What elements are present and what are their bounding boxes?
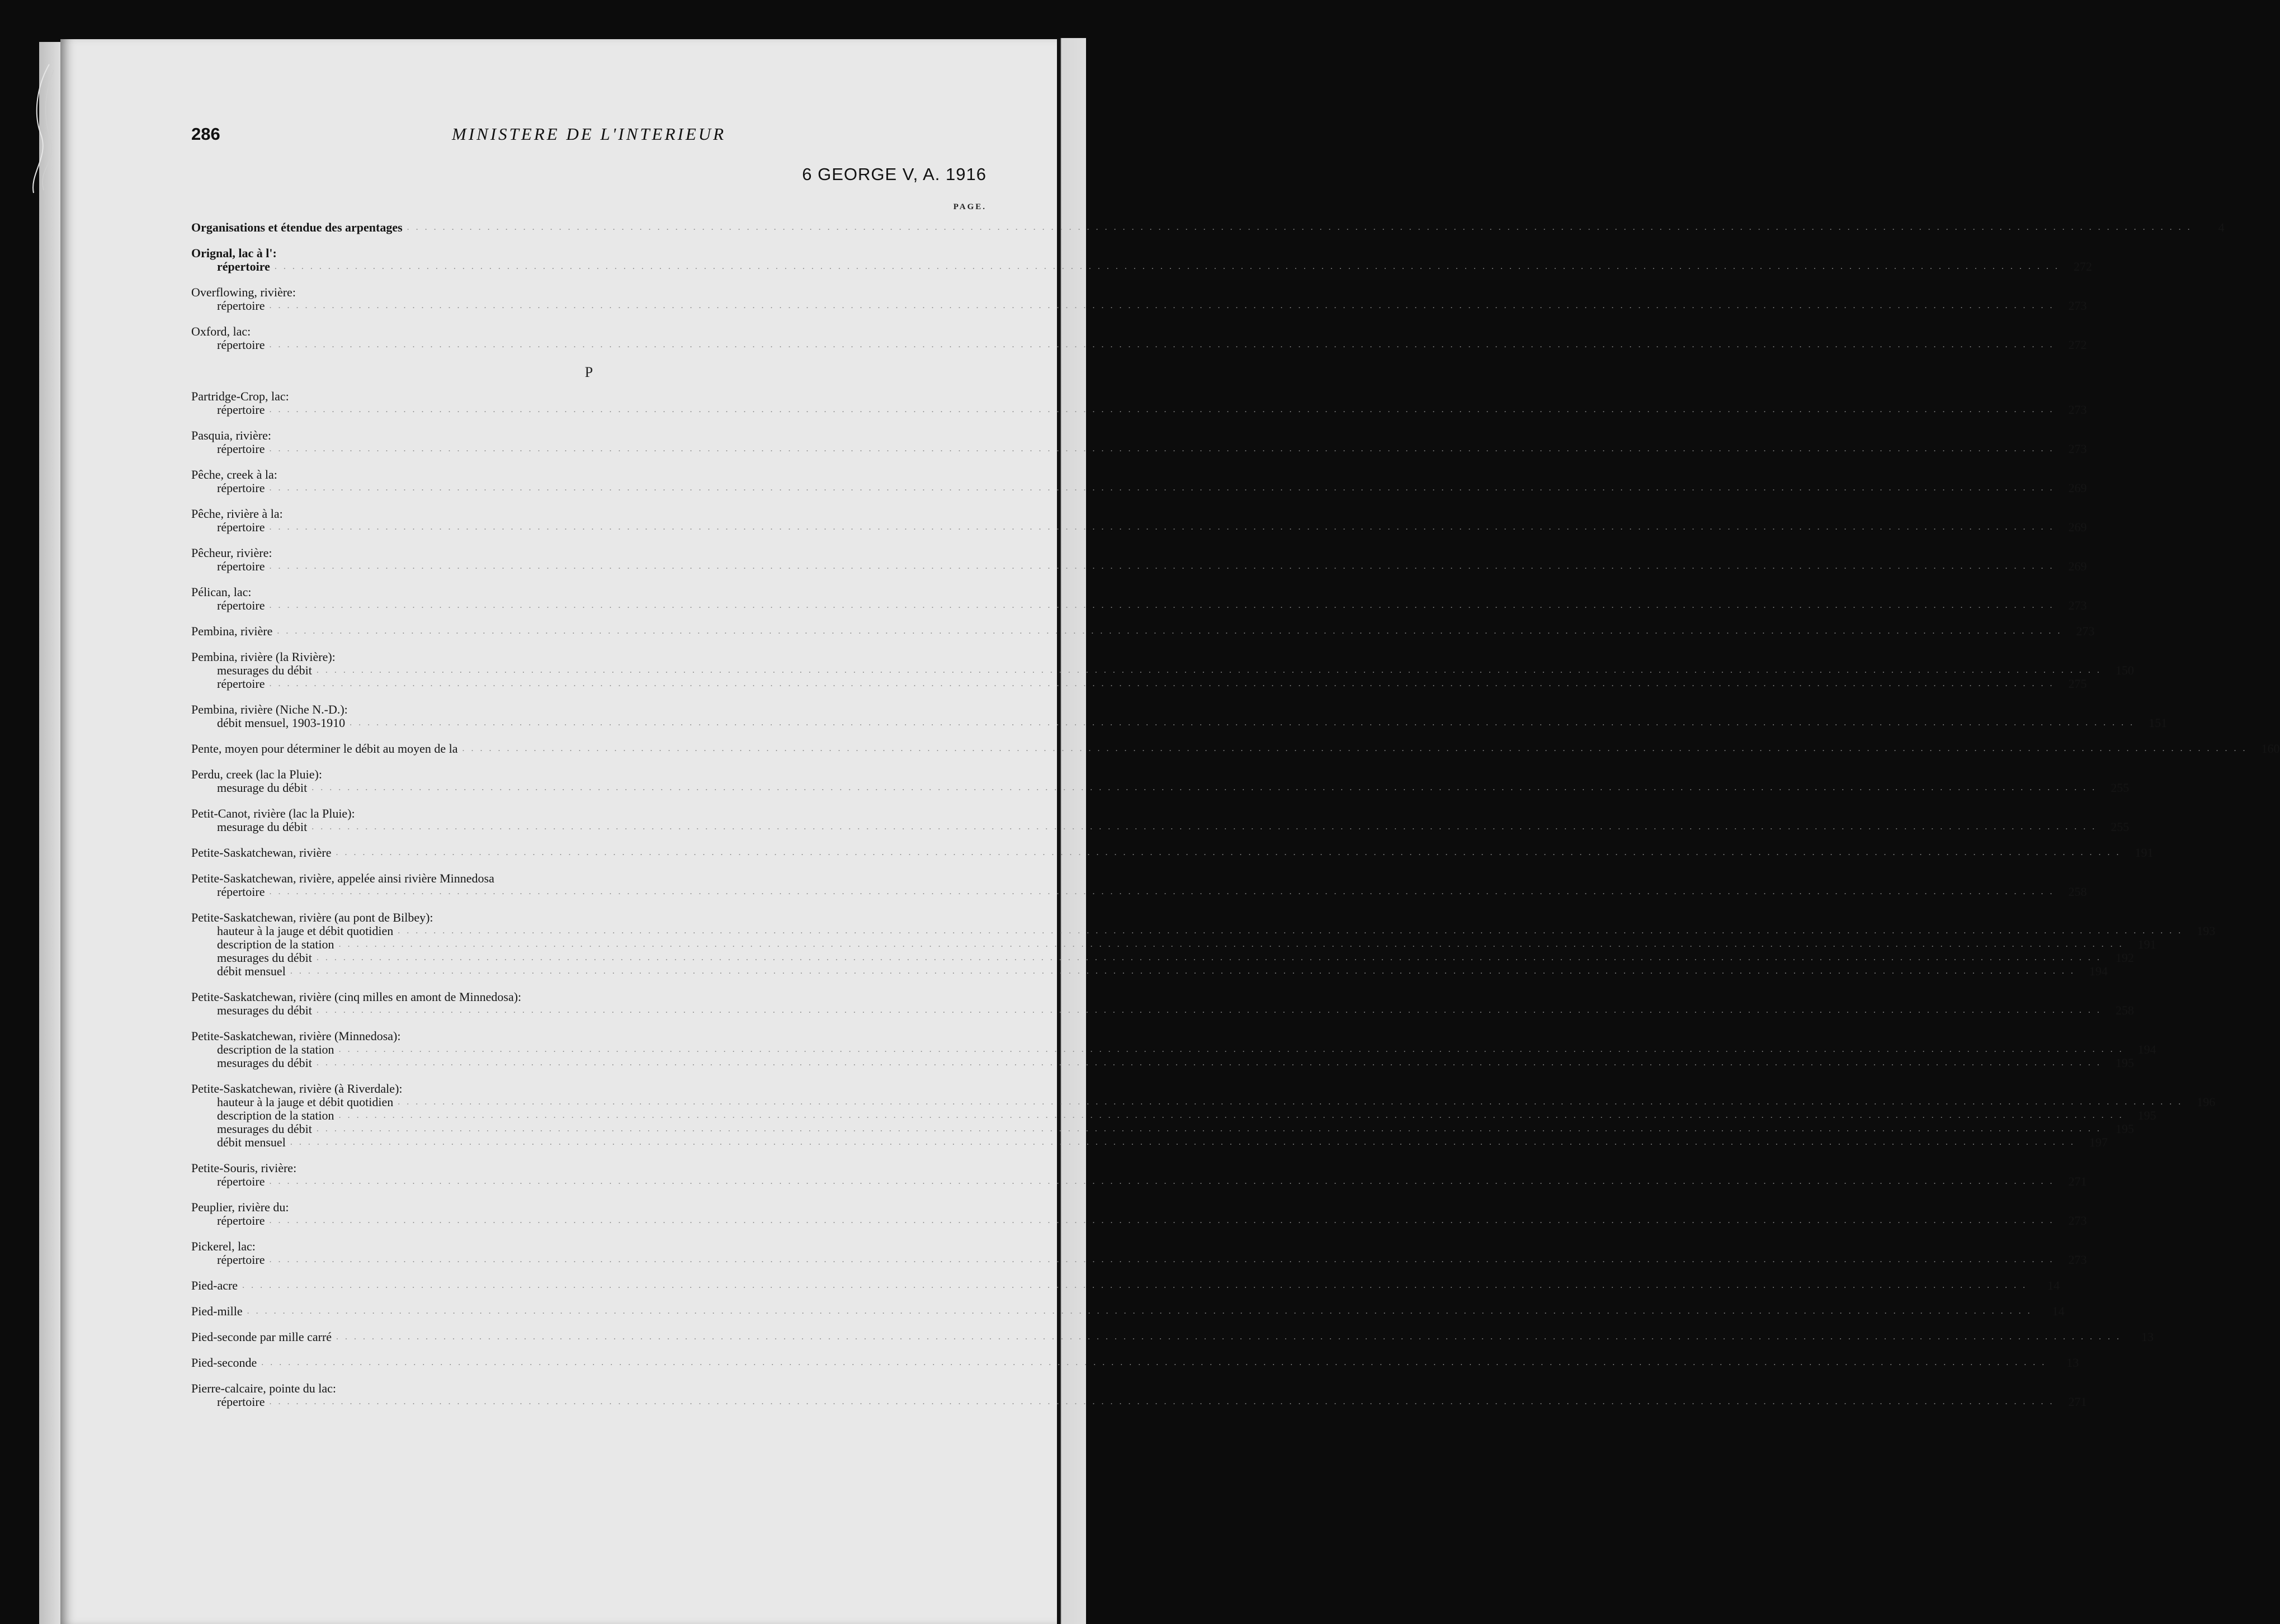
heading-label: Pêcheur, rivière: (191, 546, 272, 560)
dot-leader: . . . . . . . . . . . . . . . . . . . . . . . . . . . . . . . . . . . . . . . . . . . . . . . . . . . . . . . . . . . . . . . . . . . . . . . . . . . . . . . . . . . . . . . . . . . . . . . . . . . . . . . . . . . . . . . . . . . . . . . . . . . . . . . . . . . . . . . . . . . . . . . . . . . . . . . . . . . . . . . . . . . . . . . . . . . . . . . . . . . . . . . . . . . . . . . . . . . . . . . . (269, 1216, 2055, 1225)
heading-label: Pickerel, lac: (191, 1239, 256, 1253)
page-reference: 150 (2115, 663, 2134, 677)
index-heading (191, 911, 986, 924)
subentry-label: description de la station (217, 1108, 334, 1122)
page-reference: 14 (2052, 1304, 2065, 1318)
heading-label: Pembina, rivière (la Rivière): (191, 650, 336, 664)
subentry-label: mesurages du débit (217, 1056, 312, 1070)
index-entries (191, 220, 2280, 1421)
index-subentry (191, 663, 2134, 677)
index-entry (191, 428, 2087, 456)
page-reference: 13 (2066, 1356, 2079, 1370)
heading-label: Pente, moyen pour déterminer le débit au moyen de la (191, 742, 458, 756)
page-reference: 272 (2073, 259, 2092, 273)
index-heading (191, 1330, 2154, 1344)
dot-leader: . . . . . . . . . . . . . . . . . . . . . . . . . . . . . . . . . . . . . . . . . . . . . . . . . . . . . . . . . . . . . . . . . . . . . . . . . . . . . . . . . . . . . . . . . . . . . . . . . . . . . . . . . . . . . . . . . . . . . . . . . . . . . . . . . . . . . . . . . . . . . . . . . . . . . . . . . . . . . . . . . . . . . . . . . . . . . . . . . . . . . . . . . . . . . . . . . . . . . . . . (290, 966, 2075, 976)
dot-leader: . . . . . . . . . . . . . . . . . . . . . . . . . . . . . . . . . . . . . . . . . . . . . . . . . . . . . . . . . . . . . . . . . . . . . . . . . . . . . . . . . . . . . . . . . . . . . . . . . . . . . . . . . . . . . . . . . . . . . . . . . . . . . . . . . . . . . . . . . . . . . . . . . . . . . . . . . . . . . . . . . . . . . . . . . . . . . . . . . . . . . . . . . . . . . . . . . . . . . . . . (311, 822, 2097, 832)
dot-leader: . . . . . . . . . . . . . . . . . . . . . . . . . . . . . . . . . . . . . . . . . . . . . . . . . . . . . . . . . . . . . . . . . . . . . . . . . . . . . . . . . . . . . . . . . . . . . . . . . . . . . . . . . . . . . . . . . . . . . . . . . . . . . . . . . . . . . . . . . . . . . . . . . . . . . . . . . . . . . . . . . . . . . . . . . . . . . . . . . . . . . . . . . . . . . . . . . . . . . . . . (316, 1058, 2102, 1068)
index-heading (191, 703, 986, 716)
page-reference: 273 (2068, 598, 2087, 612)
dot-leader: . . . . . . . . . . . . . . . . . . . . . . . . . . . . . . . . . . . . . . . . . . . . . . . . . . . . . . . . . . . . . . . . . . . . . . . . . . . . . . . . . . . . . . . . . . . . . . . . . . . . . . . . . . . . . . . . . . . . . . . . . . . . . . . . . . . . . . . . . . . . . . . . . . . . . . . . . . . . . . . . . . . . . . . . . . . . . . . . . . . . . . . . . . . . . . . . . . . . . . . . (338, 1045, 2124, 1054)
heading-label: Petite-Saskatchewan, rivière (cinq milles en amont de Minnedosa): (191, 990, 522, 1004)
page-reference: 191 (2137, 937, 2156, 951)
page-reference: 275 (2068, 677, 2087, 691)
dot-leader: . . . . . . . . . . . . . . . . . . . . . . . . . . . . . . . . . . . . . . . . . . . . . . . . . . . . . . . . . . . . . . . . . . . . . . . . . . . . . . . . . . . . . . . . . . . . . . . . . . . . . . . . . . . . . . . . . . . . . . . . . . . . . . . . . . . . . . . . . . . . . . . . . . . . . . . . . . . . . . . . . . . . . . . . . . . . . . . . . . . . . . . . . . . . . . . . . . . . . . . . (269, 405, 2055, 414)
index-heading (191, 1382, 986, 1395)
page-column-label: PAGE. (953, 202, 986, 211)
heading-label: Pêche, rivière à la: (191, 507, 283, 521)
index-subentry (191, 924, 2216, 938)
page-reference: 4 (2218, 220, 2225, 234)
heading-label: Perdu, creek (lac la Pluie): (191, 767, 322, 781)
index-subentry (191, 559, 2087, 573)
subentry-label: répertoire (217, 299, 265, 313)
index-heading (191, 1201, 986, 1214)
heading-label: Petite-Souris, rivière: (191, 1161, 297, 1175)
page-reference: 195 (2115, 1122, 2134, 1136)
index-subentry (191, 677, 2087, 691)
subentry-label: répertoire (217, 1214, 265, 1228)
index-heading (191, 846, 2154, 860)
index-subentry (191, 716, 2168, 730)
index-heading (191, 586, 986, 599)
heading-label: Orignal, lac à l': (191, 246, 277, 260)
dot-leader: . . . . . . . . . . . . . . . . . . . . . . . . . . . . . . . . . . . . . . . . . . . . . . . . . . . . . . . . . . . . . . . . . . . . . . . . . . . . . . . . . . . . . . . . . . . . . . . . . . . . . . . . . . . . . . . . . . . . . . . . . . . . . . . . . . . . . . . . . . . . . . . . . . . . . . . . . . . . . . . . . . . . . . . . . . . . . . . . . . . . . . . . . . . . . . . . . . . . . . . . (316, 1005, 2102, 1015)
index-heading (191, 1356, 2079, 1370)
heading-label: Pied-acre (191, 1278, 238, 1292)
subentry-label: mesurages du débit (217, 951, 312, 965)
subentry-label: répertoire (217, 481, 265, 495)
subentry-label: répertoire (217, 677, 265, 691)
index-heading (191, 468, 986, 481)
dot-leader: . . . . . . . . . . . . . . . . . . . . . . . . . . . . . . . . . . . . . . . . . . . . . . . . . . . . . . . . . . . . . . . . . . . . . . . . . . . . . . . . . . . . . . . . . . . . . . . . . . . . . . . . . . . . . . . . . . . . . . . . . . . . . . . . . . . . . . . . . . . . . . . . . . . . . . . . . . . . . . . . . . . . . . . . . . . . . . . . . . . . . . . . . . . . . . . . . . . . . . . . (269, 1397, 2055, 1406)
subentry-label: description de la station (217, 1042, 334, 1056)
page-reference: 273 (2068, 299, 2087, 313)
heading-label: Partridge-Crop, lac: (191, 389, 289, 403)
dot-leader: . . . . . . . . . . . . . . . . . . . . . . . . . . . . . . . . . . . . . . . . . . . . . . . . . . . . . . . . . . . . . . . . . . . . . . . . . . . . . . . . . . . . . . . . . . . . . . . . . . . . . . . . . . . . . . . . . . . . . . . . . . . . . . . . . . . . . . . . . . . . . . . . . . . . . . . . . . . . . . . . . . . . . . . . . . . . . . . . . . . . . . . . . . . . . . . . . . . . . . . . (274, 262, 2060, 271)
page-reference: 269 (2068, 559, 2087, 573)
dot-leader: . . . . . . . . . . . . . . . . . . . . . . . . . . . . . . . . . . . . . . . . . . . . . . . . . . . . . . . . . . . . . . . . . . . . . . . . . . . . . . . . . . . . . . . . . . . . . . . . . . . . . . . . . . . . . . . . . . . . . . . . . . . . . . . . . . . . . . . . . . . . . . . . . . . . . . . . . . . . . . . . . . . . . . . . . . . . . . . . . . . . . . . . . . . . . . . . . . . . . . . . (269, 561, 2055, 571)
index-entry (191, 1278, 2060, 1292)
dot-leader: . . . . . . . . . . . . . . . . . . . . . . . . . . . . . . . . . . . . . . . . . . . . . . . . . . . . . . . . . . . . . . . . . . . . . . . . . . . . . . . . . . . . . . . . . . . . . . . . . . . . . . . . . . . . . . . . . . . . . . . . . . . . . . . . . . . . . . . . . . . . . . . . . . . . . . . . . . . . . . . . . . . . . . . . . . . . . . . . . . . . . . . . . . . . . . . . . . . . . . . . (242, 1281, 2028, 1290)
subentry-label: répertoire (217, 520, 265, 534)
index-entry (191, 389, 2087, 417)
page-reference: 191 (2135, 846, 2154, 860)
index-heading (191, 546, 986, 560)
index-subentry (191, 598, 2087, 612)
dot-leader: . . . . . . . . . . . . . . . . . . . . . . . . . . . . . . . . . . . . . . . . . . . . . . . . . . . . . . . . . . . . . . . . . . . . . . . . . . . . . . . . . . . . . . . . . . . . . . . . . . . . . . . . . . . . . . . . . . . . . . . . . . . . . . . . . . . . . . . . . . . . . . . . . . . . . . . . . . . . . . . . . . . . . . . . . . . . . . . . . . . . . . . . . . . . . . . . . . . . . . . . (277, 626, 2062, 636)
heading-label: Pierre-calcaire, pointe du lac: (191, 1381, 336, 1395)
index-subentry (191, 1108, 2156, 1122)
dot-leader: . . . . . . . . . . . . . . . . . . . . . . . . . . . . . . . . . . . . . . . . . . . . . . . . . . . . . . . . . . . . . . . . . . . . . . . . . . . . . . . . . . . . . . . . . . . . . . . . . . . . . . . . . . . . . . . . . . . . . . . . . . . . . . . . . . . . . . . . . . . . . . . . . . . . . . . . . . . . . . . . . . . . . . . . . . . . . . . . . . . . . . . . . . . . . . . . . . . . . . . . (336, 848, 2121, 857)
index-subentry (191, 1395, 2087, 1409)
index-heading (191, 742, 2280, 756)
dot-leader: . . . . . . . . . . . . . . . . . . . . . . . . . . . . . . . . . . . . . . . . . . . . . . . . . . . . . . . . . . . . . . . . . . . . . . . . . . . . . . . . . . . . . . . . . . . . . . . . . . . . . . . . . . . . . . . . . . . . . . . . . . . . . . . . . . . . . . . . . . . . . . . . . . . . . . . . . . . . . . . . . . . . . . . . . . . . . . . . . . . . . . . . . . . . . . . . . . . . . . . . (269, 340, 2055, 350)
page-reference: 255 (2111, 820, 2130, 834)
heading-label: Petite-Saskatchewan, rivière, appelée ainsi rivière Minnedosa (191, 871, 494, 885)
index-entry (191, 468, 2087, 495)
page-reference: 258 (2068, 885, 2087, 899)
heading-label: Peuplier, rivière du: (191, 1200, 289, 1214)
heading-label: Petite-Saskatchewan, rivière (au pont de Bilbey): (191, 910, 433, 924)
dot-leader: . . . . . . . . . . . . . . . . . . . . . . . . . . . . . . . . . . . . . . . . . . . . . . . . . . . . . . . . . . . . . . . . . . . . . . . . . . . . . . . . . . . . . . . . . . . . . . . . . . . . . . . . . . . . . . . . . . . . . . . . . . . . . . . . . . . . . . . . . . . . . . . . . . . . . . . . . . . . . . . . . . . . . . . . . . . . . . . . . . . . . . . . . . . . . . . . . . . . . . . . (407, 223, 2192, 232)
page-reference: 195 (2115, 1056, 2134, 1070)
index-subentry (191, 1253, 2087, 1267)
index-subentry (191, 338, 2087, 352)
index-subentry (191, 299, 2087, 313)
index-heading (191, 1030, 986, 1043)
index-entry (191, 742, 2280, 756)
index-entry (191, 650, 2134, 691)
index-entry (191, 246, 2092, 273)
index-entry (191, 806, 2130, 834)
subentry-label: répertoire (217, 338, 265, 352)
page-reference: 194 (2137, 1042, 2156, 1056)
page-number: 286 (191, 124, 220, 144)
index-subentry (191, 442, 2087, 456)
index-heading (191, 1304, 2065, 1318)
dot-leader: . . . . . . . . . . . . . . . . . . . . . . . . . . . . . . . . . . . . . . . . . . . . . . . . . . . . . . . . . . . . . . . . . . . . . . . . . . . . . . . . . . . . . . . . . . . . . . . . . . . . . . . . . . . . . . . . . . . . . . . . . . . . . . . . . . . . . . . . . . . . . . . . . . . . . . . . . . . . . . . . . . . . . . . . . . . . . . . . . . . . . . . . . . . . . . . . . . . . . . . . (269, 1255, 2055, 1264)
index-entry (191, 324, 2087, 352)
page-reference: 273 (2068, 403, 2087, 417)
dot-leader: . . . . . . . . . . . . . . . . . . . . . . . . . . . . . . . . . . . . . . . . . . . . . . . . . . . . . . . . . . . . . . . . . . . . . . . . . . . . . . . . . . . . . . . . . . . . . . . . . . . . . . . . . . . . . . . . . . . . . . . . . . . . . . . . . . . . . . . . . . . . . . . . . . . . . . . . . . . . . . . . . . . . . . . . . . . . . . . . . . . . . . . . . . . . . . . . . . . . . . . . (269, 1177, 2055, 1186)
dot-leader: . . . . . . . . . . . . . . . . . . . . . . . . . . . . . . . . . . . . . . . . . . . . . . . . . . . . . . . . . . . . . . . . . . . . . . . . . . . . . . . . . . . . . . . . . . . . . . . . . . . . . . . . . . . . . . . . . . . . . . . . . . . . . . . . . . . . . . . . . . . . . . . . . . . . . . . . . . . . . . . . . . . . . . . . . . . . . . . . . . . . . . . . . . . . . . . . . . . . . . . . (336, 1332, 2122, 1342)
index-subentry (191, 520, 2087, 534)
dot-leader: . . . . . . . . . . . . . . . . . . . . . . . . . . . . . . . . . . . . . . . . . . . . . . . . . . . . . . . . . . . . . . . . . . . . . . . . . . . . . . . . . . . . . . . . . . . . . . . . . . . . . . . . . . . . . . . . . . . . . . . . . . . . . . . . . . . . . . . . . . . . . . . . . . . . . . . . . . . . . . . . . . . . . . . . . . . . . . . . . . . . . . . . . . . . . . . . . . . . . . . . (311, 783, 2097, 792)
heading-label: Petite-Saskatchewan, rivière (Minnedosa): (191, 1029, 401, 1043)
heading-label: Petit-Canot, rivière (lac la Pluie): (191, 806, 355, 820)
index-entry (191, 910, 2216, 978)
index-heading (191, 429, 986, 442)
page-reference: 271 (2068, 1395, 2087, 1409)
running-title: MINISTERE DE L'INTERIEUR (452, 124, 726, 144)
index-heading (191, 768, 986, 781)
page-reference: 255 (2111, 781, 2130, 795)
index-heading (191, 872, 986, 885)
index-heading (191, 1082, 986, 1096)
subentry-label: répertoire (217, 1395, 265, 1409)
index-entry (191, 1200, 2087, 1228)
index-entry (191, 871, 2087, 899)
index-heading (191, 1240, 986, 1253)
index-heading (191, 807, 986, 820)
index-entry (191, 624, 2095, 638)
dot-leader: . . . . . . . . . . . . . . . . . . . . . . . . . . . . . . . . . . . . . . . . . . . . . . . . . . . . . . . . . . . . . . . . . . . . . . . . . . . . . . . . . . . . . . . . . . . . . . . . . . . . . . . . . . . . . . . . . . . . . . . . . . . . . . . . . . . . . . . . . . . . . . . . . . . . . . . . . . . . . . . . . . . . . . . . . . . . . . . . . . . . . . . . . . . . . . . . . . . . . . . . (261, 1358, 2047, 1367)
index-heading (191, 286, 986, 299)
index-heading (191, 990, 986, 1004)
dot-leader: . . . . . . . . . . . . . . . . . . . . . . . . . . . . . . . . . . . . . . . . . . . . . . . . . . . . . . . . . . . . . . . . . . . . . . . . . . . . . . . . . . . . . . . . . . . . . . . . . . . . . . . . . . . . . . . . . . . . . . . . . . . . . . . . . . . . . . . . . . . . . . . . . . . . . . . . . . . . . . . . . . . . . . . . . . . . . . . . . . . . . . . . . . . . . . . . . . . . . . . . (338, 1111, 2124, 1120)
binding-thread-icon (27, 62, 58, 196)
subentry-label: mesurage du débit (217, 820, 308, 834)
subentry-label: débit mensuel (217, 964, 286, 978)
page-reference: 192 (2115, 951, 2134, 965)
index-subentry (191, 951, 2134, 965)
page-reference: 197 (2089, 1135, 2108, 1149)
index-entry (191, 1161, 2087, 1188)
heading-label: Petite-Saskatchewan, rivière (191, 846, 332, 860)
dot-leader: . . . . . . . . . . . . . . . . . . . . . . . . . . . . . . . . . . . . . . . . . . . . . . . . . . . . . . . . . . . . . . . . . . . . . . . . . . . . . . . . . . . . . . . . . . . . . . . . . . . . . . . . . . . . . . . . . . . . . . . . . . . . . . . . . . . . . . . . . . . . . . . . . . . . . . . . . . . . . . . . . . . . . . . . . . . . . . . . . . . . . . . . . . . . . . . . . . . . . . . . (350, 718, 2135, 728)
session-label: 6 GEORGE V, A. 1916 (802, 164, 986, 184)
subentry-label: hauteur à la jauge et débit quotidien (217, 1095, 394, 1109)
index-heading (191, 220, 2225, 234)
page-reference: 194 (2089, 964, 2108, 978)
index-entry (191, 1029, 2156, 1070)
index-entry (191, 990, 2134, 1017)
dot-leader: . . . . . . . . . . . . . . . . . . . . . . . . . . . . . . . . . . . . . . . . . . . . . . . . . . . . . . . . . . . . . . . . . . . . . . . . . . . . . . . . . . . . . . . . . . . . . . . . . . . . . . . . . . . . . . . . . . . . . . . . . . . . . . . . . . . . . . . . . . . . . . . . . . . . . . . . . . . . . . . . . . . . . . . . . . . . . . . . . . . . . . . . . . . . . . . . . . . . . . . . (316, 1124, 2102, 1134)
index-subentry (191, 820, 2130, 834)
index-subentry (191, 481, 2087, 495)
index-subentry (191, 1135, 2108, 1149)
subentry-label: répertoire (217, 259, 270, 273)
dot-leader: . . . . . . . . . . . . . . . . . . . . . . . . . . . . . . . . . . . . . . . . . . . . . . . . . . . . . . . . . . . . . . . . . . . . . . . . . . . . . . . . . . . . . . . . . . . . . . . . . . . . . . . . . . . . . . . . . . . . . . . . . . . . . . . . . . . . . . . . . . . . . . . . . . . . . . . . . . . . . . . . . . . . . . . . . . . . . . . . . . . . . . . . . . . . . . . . . . . . . . . . (338, 940, 2124, 949)
dot-leader: . . . . . . . . . . . . . . . . . . . . . . . . . . . . . . . . . . . . . . . . . . . . . . . . . . . . . . . . . . . . . . . . . . . . . . . . . . . . . . . . . . . . . . . . . . . . . . . . . . . . . . . . . . . . . . . . . . . . . . . . . . . . . . . . . . . . . . . . . . . . . . . . . . . . . . . . . . . . . . . . . . . . . . . . . . . . . . . . . . . . . . . . . . . . . . . . . . . . . . . . (398, 1097, 2183, 1107)
index-subentry (191, 1056, 2134, 1070)
index-subentry (191, 1095, 2216, 1109)
dot-leader: . . . . . . . . . . . . . . . . . . . . . . . . . . . . . . . . . . . . . . . . . . . . . . . . . . . . . . . . . . . . . . . . . . . . . . . . . . . . . . . . . . . . . . . . . . . . . . . . . . . . . . . . . . . . . . . . . . . . . . . . . . . . . . . . . . . . . . . . . . . . . . . . . . . . . . . . . . . . . . . . . . . . . . . . . . . . . . . . . . . . . . . . . . . . . . . . . . . . . . . . (316, 665, 2102, 675)
index-entry (191, 767, 2130, 795)
index-entry (191, 1304, 2065, 1318)
subentry-label: mesurage du débit (217, 781, 308, 795)
subentry-label: répertoire (217, 442, 265, 456)
subentry-label: répertoire (217, 1174, 265, 1188)
index-subentry (191, 1174, 2087, 1188)
index-heading (191, 507, 986, 521)
index-subentry (191, 1003, 2134, 1017)
subentry-label: répertoire (217, 559, 265, 573)
index-entry (191, 1330, 2154, 1344)
subentry-label: répertoire (217, 403, 265, 417)
page-reference: 271 (2068, 1174, 2087, 1188)
page-reference: 151 (2149, 716, 2168, 730)
page-reference: 160 (2261, 742, 2280, 756)
heading-label: Pied-mille (191, 1304, 243, 1318)
page-reference: 258 (2115, 1003, 2134, 1017)
page-reference: 273 (2076, 624, 2095, 638)
heading-label: Pasquia, rivière: (191, 428, 271, 442)
heading-label: Organisations et étendue des arpentages (191, 220, 403, 234)
dot-leader: . . . . . . . . . . . . . . . . . . . . . . . . . . . . . . . . . . . . . . . . . . . . . . . . . . . . . . . . . . . . . . . . . . . . . . . . . . . . . . . . . . . . . . . . . . . . . . . . . . . . . . . . . . . . . . . . . . . . . . . . . . . . . . . . . . . . . . . . . . . . . . . . . . . . . . . . . . . . . . . . . . . . . . . . . . . . . . . . . . . . . . . . . . . . . . . . . . . . . . . . (290, 1137, 2075, 1147)
index-subentry (191, 1042, 2156, 1056)
subentry-label: répertoire (217, 885, 265, 899)
index-heading (191, 650, 986, 664)
index-subentry (191, 781, 2130, 795)
page-reference: 273 (2068, 1214, 2087, 1228)
dot-leader: . . . . . . . . . . . . . . . . . . . . . . . . . . . . . . . . . . . . . . . . . . . . . . . . . . . . . . . . . . . . . . . . . . . . . . . . . . . . . . . . . . . . . . . . . . . . . . . . . . . . . . . . . . . . . . . . . . . . . . . . . . . . . . . . . . . . . . . . . . . . . . . . . . . . . . . . . . . . . . . . . . . . . . . . . . . . . . . . . . . . . . . . . . . . . . . . . . . . . . . . (462, 744, 2248, 753)
index-entry (191, 846, 2154, 860)
page-reference: 14 (2047, 1278, 2060, 1292)
heading-label: Pembina, rivière (Niche N.-D.): (191, 702, 348, 716)
heading-label: Pêche, creek à la: (191, 468, 277, 481)
index-entry (191, 585, 2087, 612)
index-entry (191, 702, 2168, 730)
page-reference: 273 (2068, 442, 2087, 456)
index-heading (191, 247, 986, 260)
index-heading (191, 624, 2095, 638)
section-letter: P (584, 364, 593, 380)
index-entry (191, 546, 2087, 573)
index-subentry (191, 937, 2156, 951)
index-subentry (191, 1122, 2134, 1136)
index-entry (191, 1356, 2079, 1370)
page-reference: 195 (2137, 1108, 2156, 1122)
dot-leader: . . . . . . . . . . . . . . . . . . . . . . . . . . . . . . . . . . . . . . . . . . . . . . . . . . . . . . . . . . . . . . . . . . . . . . . . . . . . . . . . . . . . . . . . . . . . . . . . . . . . . . . . . . . . . . . . . . . . . . . . . . . . . . . . . . . . . . . . . . . . . . . . . . . . . . . . . . . . . . . . . . . . . . . . . . . . . . . . . . . . . . . . . . . . . . . . . . . . . . . . (269, 601, 2055, 610)
page-reference: 273 (2068, 1253, 2087, 1267)
dot-leader: . . . . . . . . . . . . . . . . . . . . . . . . . . . . . . . . . . . . . . . . . . . . . . . . . . . . . . . . . . . . . . . . . . . . . . . . . . . . . . . . . . . . . . . . . . . . . . . . . . . . . . . . . . . . . . . . . . . . . . . . . . . . . . . . . . . . . . . . . . . . . . . . . . . . . . . . . . . . . . . . . . . . . . . . . . . . . . . . . . . . . . . . . . . . . . . . . . . . . . . . (269, 679, 2055, 688)
page-reference: 272 (2068, 338, 2087, 352)
page-reference: 196 (2197, 1095, 2216, 1109)
index-entry (191, 1239, 2087, 1267)
heading-label: Pélican, lac: (191, 585, 252, 599)
heading-label: Pied-seconde par mille carré (191, 1330, 332, 1344)
subentry-label: répertoire (217, 1253, 265, 1267)
heading-label: Pembina, rivière (191, 624, 273, 638)
dot-leader: . . . . . . . . . . . . . . . . . . . . . . . . . . . . . . . . . . . . . . . . . . . . . . . . . . . . . . . . . . . . . . . . . . . . . . . . . . . . . . . . . . . . . . . . . . . . . . . . . . . . . . . . . . . . . . . . . . . . . . . . . . . . . . . . . . . . . . . . . . . . . . . . . . . . . . . . . . . . . . . . . . . . . . . . . . . . . . . . . . . . . . . . . . . . . . . . . . . . . . . . (269, 522, 2055, 532)
subentry-label: débit mensuel (217, 1135, 286, 1149)
page-reference: 269 (2068, 520, 2087, 534)
dot-leader: . . . . . . . . . . . . . . . . . . . . . . . . . . . . . . . . . . . . . . . . . . . . . . . . . . . . . . . . . . . . . . . . . . . . . . . . . . . . . . . . . . . . . . . . . . . . . . . . . . . . . . . . . . . . . . . . . . . . . . . . . . . . . . . . . . . . . . . . . . . . . . . . . . . . . . . . . . . . . . . . . . . . . . . . . . . . . . . . . . . . . . . . . . . . . . . . . . . . . . . . (269, 483, 2055, 493)
heading-label: Pied-seconde (191, 1356, 257, 1370)
subentry-label: débit mensuel, 1903-1910 (217, 716, 346, 730)
page-reference: 193 (2197, 924, 2216, 938)
subentry-label: mesurages du débit (217, 1122, 312, 1136)
dot-leader: . . . . . . . . . . . . . . . . . . . . . . . . . . . . . . . . . . . . . . . . . . . . . . . . . . . . . . . . . . . . . . . . . . . . . . . . . . . . . . . . . . . . . . . . . . . . . . . . . . . . . . . . . . . . . . . . . . . . . . . . . . . . . . . . . . . . . . . . . . . . . . . . . . . . . . . . . . . . . . . . . . . . . . . . . . . . . . . . . . . . . . . . . . . . . . . . . . . . . . . . (398, 926, 2183, 936)
page-reference: 269 (2068, 481, 2087, 495)
subentry-label: description de la station (217, 937, 334, 951)
dot-leader: . . . . . . . . . . . . . . . . . . . . . . . . . . . . . . . . . . . . . . . . . . . . . . . . . . . . . . . . . . . . . . . . . . . . . . . . . . . . . . . . . . . . . . . . . . . . . . . . . . . . . . . . . . . . . . . . . . . . . . . . . . . . . . . . . . . . . . . . . . . . . . . . . . . . . . . . . . . . . . . . . . . . . . . . . . . . . . . . . . . . . . . . . . . . . . . . . . . . . . . . (269, 887, 2055, 896)
index-subentry (191, 1214, 2087, 1228)
index-entry (191, 1082, 2216, 1149)
dot-leader: . . . . . . . . . . . . . . . . . . . . . . . . . . . . . . . . . . . . . . . . . . . . . . . . . . . . . . . . . . . . . . . . . . . . . . . . . . . . . . . . . . . . . . . . . . . . . . . . . . . . . . . . . . . . . . . . . . . . . . . . . . . . . . . . . . . . . . . . . . . . . . . . . . . . . . . . . . . . . . . . . . . . . . . . . . . . . . . . . . . . . . . . . . . . . . . . . . . . . . . . (269, 301, 2055, 310)
index-entry (191, 507, 2087, 534)
dot-leader: . . . . . . . . . . . . . . . . . . . . . . . . . . . . . . . . . . . . . . . . . . . . . . . . . . . . . . . . . . . . . . . . . . . . . . . . . . . . . . . . . . . . . . . . . . . . . . . . . . . . . . . . . . . . . . . . . . . . . . . . . . . . . . . . . . . . . . . . . . . . . . . . . . . . . . . . . . . . . . . . . . . . . . . . . . . . . . . . . . . . . . . . . . . . . . . . . . . . . . . . (247, 1306, 2032, 1316)
dot-leader: . . . . . . . . . . . . . . . . . . . . . . . . . . . . . . . . . . . . . . . . . . . . . . . . . . . . . . . . . . . . . . . . . . . . . . . . . . . . . . . . . . . . . . . . . . . . . . . . . . . . . . . . . . . . . . . . . . . . . . . . . . . . . . . . . . . . . . . . . . . . . . . . . . . . . . . . . . . . . . . . . . . . . . . . . . . . . . . . . . . . . . . . . . . . . . . . . . . . . . . . (269, 444, 2055, 454)
subentry-label: répertoire (217, 598, 265, 612)
page-reference: 13 (2141, 1330, 2154, 1344)
index-heading (191, 1162, 986, 1175)
subentry-label: mesurages du débit (217, 663, 312, 677)
subentry-label: mesurages du débit (217, 1003, 312, 1017)
index-entry (191, 1381, 2087, 1409)
subentry-label: hauteur à la jauge et débit quotidien (217, 924, 394, 938)
dot-leader: . . . . . . . . . . . . . . . . . . . . . . . . . . . . . . . . . . . . . . . . . . . . . . . . . . . . . . . . . . . . . . . . . . . . . . . . . . . . . . . . . . . . . . . . . . . . . . . . . . . . . . . . . . . . . . . . . . . . . . . . . . . . . . . . . . . . . . . . . . . . . . . . . . . . . . . . . . . . . . . . . . . . . . . . . . . . . . . . . . . . . . . . . . . . . . . . . . . . . . . . (316, 953, 2102, 962)
index-subentry (191, 885, 2087, 899)
index-heading (191, 1278, 2060, 1292)
index-heading (191, 390, 986, 403)
index-entry (191, 285, 2087, 313)
index-subentry (191, 403, 2087, 417)
index-subentry (191, 259, 2092, 273)
index-heading (191, 325, 986, 338)
index-entry (191, 220, 2225, 234)
heading-label: Overflowing, rivière: (191, 285, 296, 299)
index-subentry (191, 964, 2108, 978)
heading-label: Petite-Saskatchewan, rivière (à Riverdale): (191, 1082, 403, 1096)
heading-label: Oxford, lac: (191, 324, 251, 338)
